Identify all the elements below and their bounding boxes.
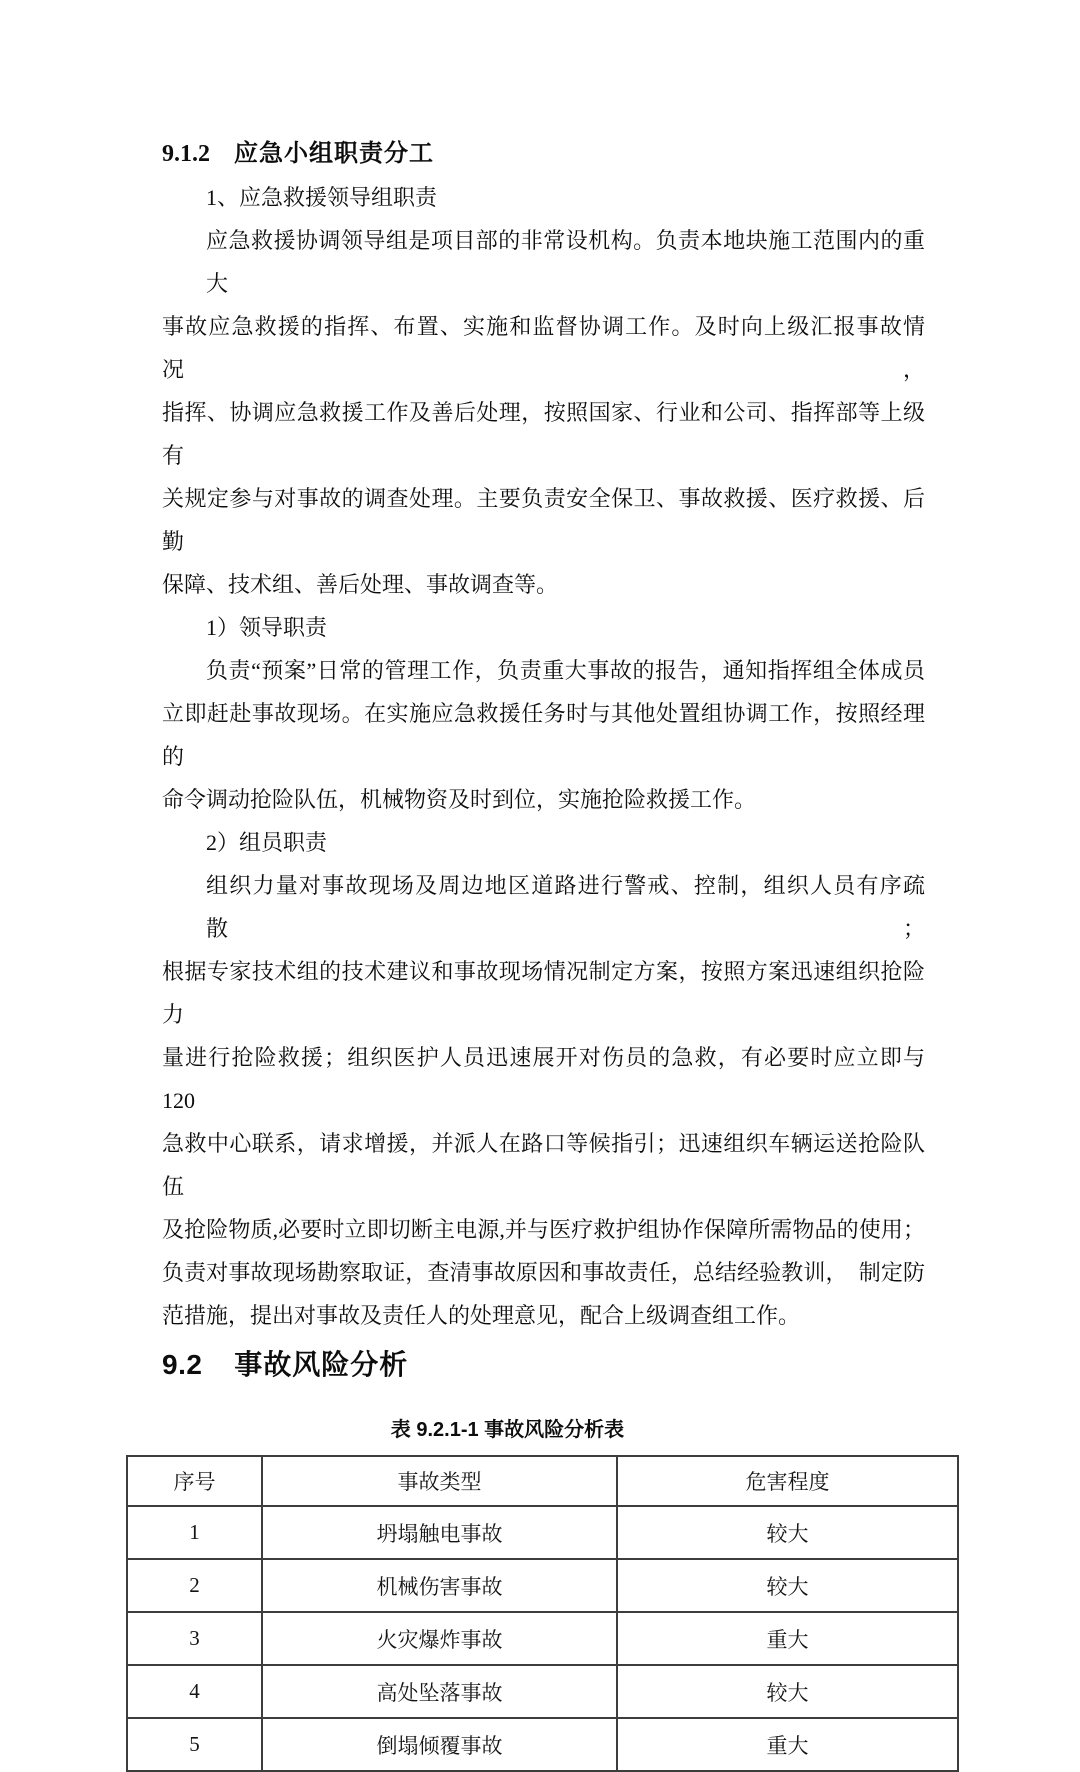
table-header-cell: 事故类型 (262, 1456, 617, 1506)
table-row (127, 1718, 958, 1771)
paragraph-2 (162, 649, 925, 821)
section-number: 9.2 (162, 1349, 203, 1380)
table-cell-accident-type: 坍塌触电事故 (262, 1506, 617, 1559)
table-row (127, 1612, 958, 1665)
paragraph-line: 事故应急救援的指挥、布置、实施和监督协调工作。及时向上级汇报事故情况， (162, 314, 925, 382)
table-cell-accident-type: 高处坠落事故 (262, 1665, 617, 1718)
paragraph-line: 及抢险物质,必要时立即切断主电源,并与医疗救护组协作保障所需物品的使用； (162, 1217, 925, 1242)
table-cell-index: 1 (127, 1506, 262, 1559)
paragraph-line: 急救中心联系，请求增援，并派人在路口等候指引；迅速组织车辆运送抢险队伍 (162, 1131, 925, 1199)
table-cell-hazard-level: 较大 (617, 1559, 958, 1612)
sub-item-heading: 1）领导职责 (206, 615, 328, 640)
table-cell-accident-type: 倒塌倾覆事故 (262, 1718, 617, 1771)
table-cell-accident-type: 机械伤害事故 (262, 1559, 617, 1612)
section-heading-9-1-2 (162, 132, 925, 176)
table-row (127, 1559, 958, 1612)
paragraph-line: 组织力量对事故现场及周边地区道路进行警戒、控制，组织人员有序疏散； (206, 873, 925, 941)
section-title: 事故风险分析 (234, 1349, 409, 1380)
section-title: 应急小组职责分工 (234, 140, 434, 167)
paragraph-line: 量进行抢险救援；组织医护人员迅速展开对伤员的急救，有必要时应立即与 120 (162, 1045, 925, 1113)
paragraph-3 (162, 864, 925, 1337)
table-cell-accident-type: 火灾爆炸事故 (262, 1612, 617, 1665)
table-caption: 表 9.2.1-1 事故风险分析表 (390, 1419, 625, 1441)
document-content (162, 132, 925, 1772)
table-cell-index: 5 (127, 1718, 262, 1771)
table-header-row (127, 1456, 958, 1506)
section-number: 9.1.2 (162, 141, 210, 167)
paragraph-line: 指挥、协调应急救援工作及善后处理，按照国家、行业和公司、指挥部等上级有 (162, 400, 925, 468)
table-cell-hazard-level: 较大 (617, 1506, 958, 1559)
table-cell-hazard-level: 重大 (617, 1612, 958, 1665)
table-row (127, 1506, 958, 1559)
list-item-heading: 1、应急救援领导组职责 (206, 185, 438, 210)
paragraph-line: 应急救援协调领导组是项目部的非常设机构。负责本地块施工范围内的重大 (206, 228, 925, 296)
table-cell-index: 3 (127, 1612, 262, 1665)
paragraph-line: 负责“预案”日常的管理工作，负责重大事故的报告，通知指挥组全体成员 (206, 658, 925, 683)
paragraph-line: 负责对事故现场勘察取证，查清事故原因和事故责任，总结经验教训， 制定防 (162, 1260, 925, 1285)
table-cell-hazard-level: 重大 (617, 1718, 958, 1771)
table-cell-hazard-level: 较大 (617, 1665, 958, 1718)
table-cell-index: 4 (127, 1665, 262, 1718)
section-heading-9-2 (162, 1345, 925, 1385)
paragraph-line: 范措施，提出对事故及责任人的处理意见，配合上级调查组工作。 (162, 1303, 801, 1328)
paragraph-line: 保障、技术组、善后处理、事故调查等。 (162, 572, 559, 597)
paragraph-line: 关规定参与对事故的调查处理。主要负责安全保卫、事故救援、医疗救援、后勤 (162, 486, 925, 554)
paragraph-line: 命令调动抢险队伍，机械物资及时到位，实施抢险救援工作。 (162, 787, 757, 812)
sub-item-heading: 2）组员职责 (206, 830, 328, 855)
risk-analysis-table (126, 1455, 959, 1772)
table-cell-index: 2 (127, 1559, 262, 1612)
paragraph-line: 根据专家技术组的技术建议和事故现场情况制定方案，按照方案迅速组织抢险力 (162, 959, 925, 1027)
paragraph-1 (162, 219, 925, 606)
table-header-cell: 序号 (127, 1456, 262, 1506)
table-header-cell: 危害程度 (617, 1456, 958, 1506)
paragraph-line: 立即赶赴事故现场。在实施应急救援任务时与其他处置组协调工作，按照经理的 (162, 701, 925, 769)
table-row (127, 1665, 958, 1718)
